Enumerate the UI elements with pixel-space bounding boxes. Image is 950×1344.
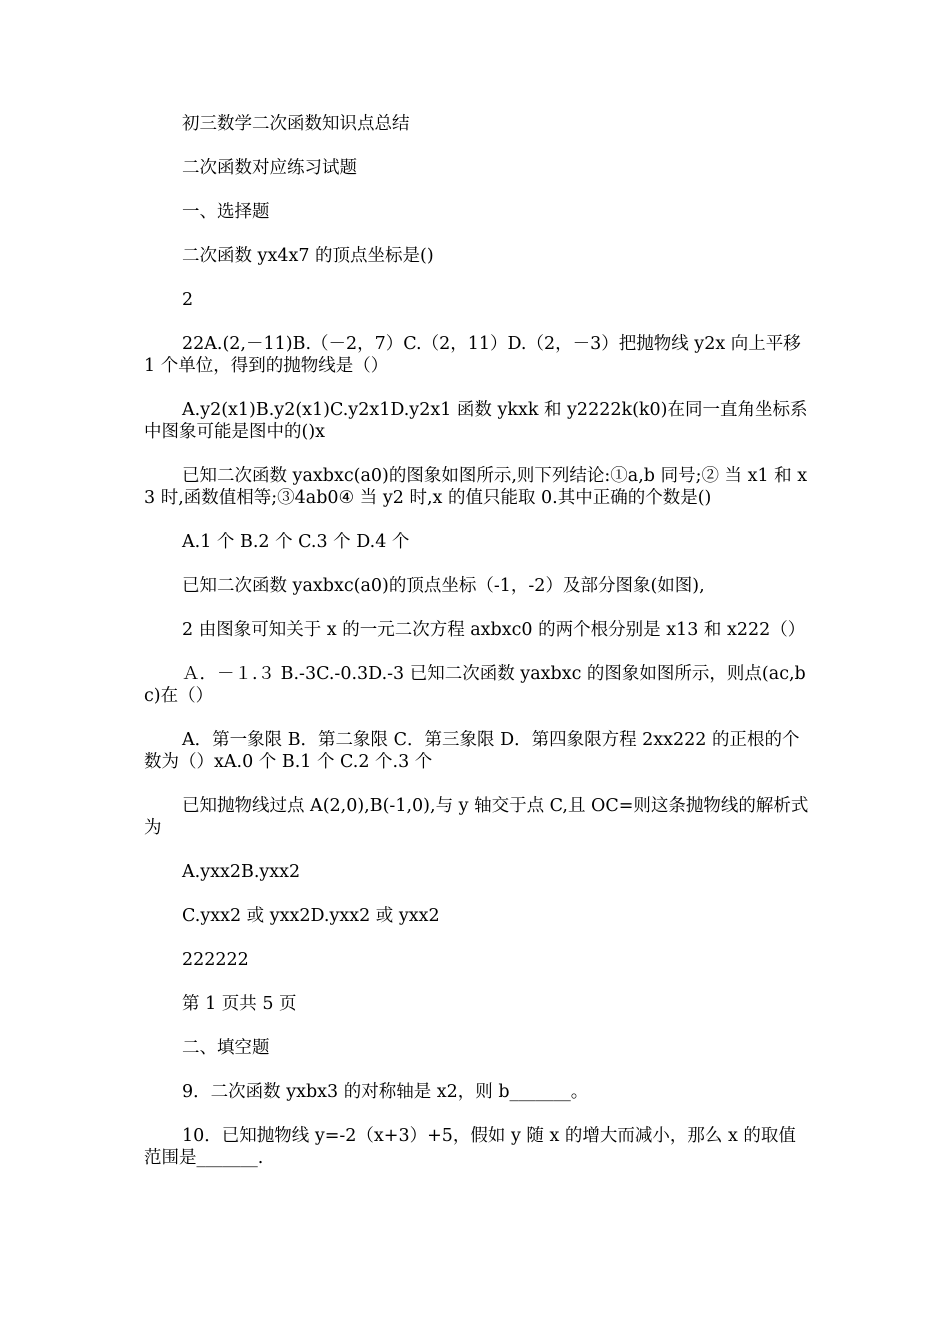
question-text: 22A.(2,－11)B.（－2，7）C.（2，11）D.（2，－3）把抛物线 y2x 向上平移 1 个单位，得到的抛物线是（）	[144, 334, 801, 376]
text-fragment: 2	[182, 290, 194, 310]
question-text: 已知二次函数 yaxbxc(a0)的图象如图所示,则下列结论:①a,b 同号;② 当 x1 和 x3 时,函数值相等;③4ab0④ 当 y2 时,x 的值只能取 0.其中正确的个数是()	[144, 466, 808, 508]
answer-options: C.yxx2 或 yxx2D.yxx2 或 yxx2	[182, 906, 440, 926]
question-text: A．第一象限 B．第二象限 C．第三象限 D．第四象限方程 2xx222 的正根的个数为（）xA.0 个 B.1 个 C.2 个.3 个	[144, 730, 800, 772]
question-text: Ａ．－１.３ B.-3C.-0.3D.-3 已知二次函数 yaxbxc 的图象如图所示，则点(ac,bc)在（）	[144, 664, 806, 706]
page-number: 第 1 页共 5 页	[182, 994, 297, 1014]
section-heading: 二次函数对应练习试题	[182, 158, 357, 178]
document-title: 初三数学二次函数知识点总结	[182, 114, 410, 134]
question-text: 10．已知抛物线 y=-2（x+3）+5，假如 y 随 x 的增大而减小，那么 x 的取值范围是_______.	[144, 1126, 796, 1168]
section-heading: 二、填空题	[182, 1038, 270, 1058]
text-fragment: 222222	[182, 950, 249, 970]
question-text: A.y2(x1)B.y2(x1)C.y2x1D.y2x1 函数 ykxk 和 y2222k(k0)在同一直角坐标系中图象可能是图中的()x	[144, 400, 808, 442]
question-text: 9．二次函数 yxbx3 的对称轴是 x2，则 b_______。	[182, 1082, 589, 1102]
answer-options: A.1 个 B.2 个 C.3 个 D.4 个	[182, 532, 410, 552]
section-heading: 一、选择题	[182, 202, 270, 222]
document-body	[144, 113, 810, 1191]
question-text: 已知抛物线过点 A(2,0),B(-1,0),与 y 轴交于点 C,且 OC=则这条抛物线的解析式为	[144, 796, 809, 838]
question-text: 二次函数 yx4x7 的顶点坐标是()	[182, 246, 434, 266]
question-text: 2 由图象可知关于 x 的一元二次方程 axbxc0 的两个根分别是 x13 和 x222（）	[182, 620, 806, 640]
answer-options: A.yxx2B.yxx2	[182, 862, 301, 882]
question-text: 已知二次函数 yaxbxc(a0)的顶点坐标（-1，-2）及部分图象(如图),	[182, 576, 705, 596]
